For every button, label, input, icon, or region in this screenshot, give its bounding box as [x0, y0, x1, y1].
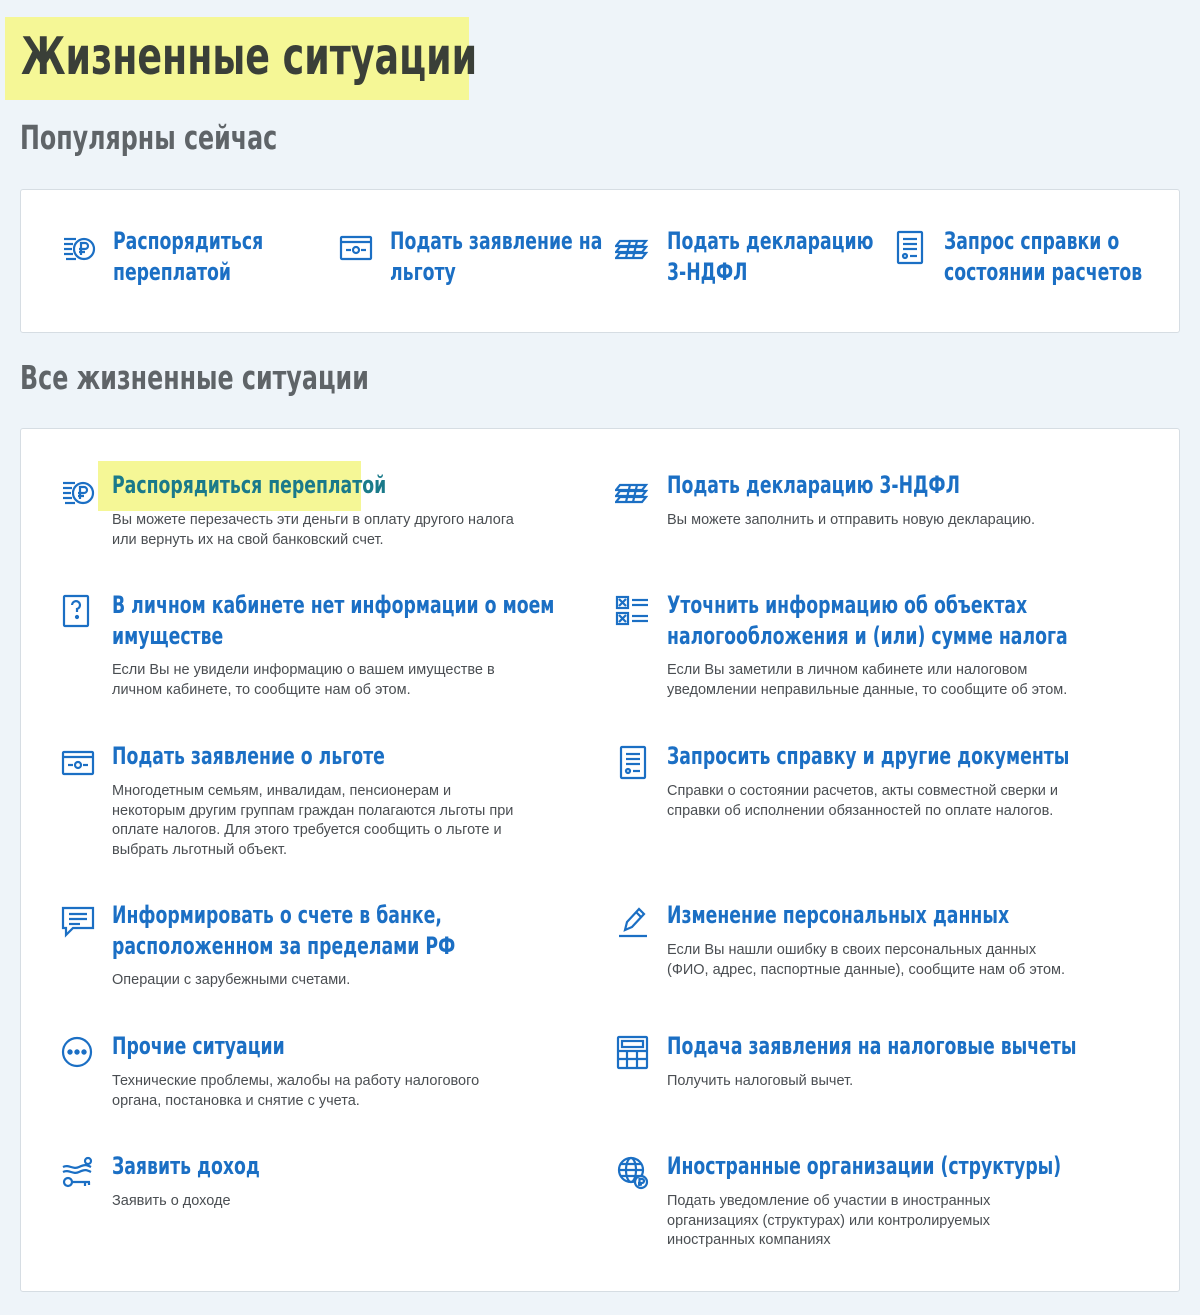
popular-item-label: Подать заявление на	[390, 227, 603, 255]
page-title: Жизненные ситуации	[21, 27, 478, 87]
popular-item-label: Подать декларацию	[667, 227, 874, 255]
situation-description: Справки о состоянии расчетов, акты совместной сверки и справки об исполнении обязанностей по оплате налогов.	[667, 783, 1059, 819]
situation-description: Получить налоговый вычет.	[667, 1073, 854, 1089]
situation-foreign-bank-account[interactable]	[60, 901, 560, 994]
situation-description: Вы можете заполнить и отправить новую декларацию.	[667, 512, 1036, 528]
situation-description: Подать уведомление об участии в иностранных организациях (структурах) или контролируемых иностранных компаниях	[667, 1193, 991, 1248]
benefit-card-icon	[338, 230, 374, 266]
situation-clarify-tax-objects[interactable]	[615, 591, 1135, 704]
situation-title: расположенном за пределами РФ	[112, 932, 456, 960]
situation-title: Подать декларацию 3-НДФЛ	[667, 471, 960, 499]
declaration-stack-icon	[615, 230, 651, 266]
popular-card	[20, 189, 1180, 333]
globe-ruble-icon	[615, 1155, 651, 1191]
situation-title: Распорядиться переплатой	[112, 471, 387, 499]
situation-title: Уточнить информацию об объектах	[667, 591, 1028, 619]
situation-tax-deductions[interactable]	[615, 1032, 1135, 1105]
popular-item-label: Запрос справки о	[944, 227, 1120, 255]
message-icon	[60, 904, 96, 940]
popular-item-label: переплатой	[113, 258, 232, 286]
popular-item-label: 3-НДФЛ	[667, 258, 748, 286]
situation-declaration[interactable]	[615, 471, 1135, 554]
popular-item-label: льготу	[390, 258, 456, 286]
situation-title: Информировать о счете в банке,	[112, 901, 442, 929]
situation-description: Если Вы не увидели информацию о вашем имуществе в личном кабинете, то сообщите нам об этом.	[112, 662, 495, 698]
document-list-icon	[615, 745, 651, 781]
situation-description: Если Вы нашли ошибку в своих персональных данных (ФИО, адрес, паспортные данные), сообщите нам об этом.	[667, 942, 1066, 978]
situation-overpayment[interactable]	[60, 471, 560, 554]
situation-title: имуществе	[112, 622, 224, 650]
declaration-stack-icon	[615, 474, 651, 510]
situation-benefit-application[interactable]	[60, 742, 560, 865]
document-list-icon	[892, 230, 928, 266]
situation-foreign-organizations[interactable]	[615, 1152, 1135, 1255]
situation-title: Подача заявления на налоговые вычеты	[667, 1032, 1077, 1060]
popular-item-label: Распорядиться	[113, 227, 264, 255]
calculator-icon	[615, 1035, 651, 1071]
situation-title: Запросить справку и другие документы	[667, 742, 1070, 770]
situation-title: Прочие ситуации	[112, 1032, 285, 1060]
overpayment-ruble-icon	[61, 230, 97, 266]
page-title-highlight	[5, 17, 478, 100]
income-key-icon	[60, 1155, 96, 1191]
situation-title: налогообложения и (или) сумме налога	[667, 622, 1068, 650]
situation-description: Операции с зарубежными счетами.	[112, 972, 351, 988]
more-dots-icon	[60, 1035, 96, 1071]
popular-item-label: состоянии расчетов	[944, 258, 1143, 286]
situation-other[interactable]	[60, 1032, 560, 1115]
benefit-card-icon	[60, 745, 96, 781]
situation-no-property-info[interactable]	[60, 591, 560, 704]
popular-section-title: Популярны сейчас	[20, 118, 278, 157]
situation-description: Технические проблемы, жалобы на работу налогового органа, постановка и снятие с учета.	[112, 1073, 480, 1109]
situation-title: Изменение персональных данных	[667, 901, 1010, 929]
situation-request-documents[interactable]	[615, 742, 1135, 835]
checklist-icon	[615, 594, 651, 630]
question-doc-icon	[60, 594, 96, 630]
situation-description: Заявить о доходе	[112, 1193, 231, 1209]
situation-title: В личном кабинете нет информации о моем	[112, 591, 555, 619]
situation-title: Заявить доход	[112, 1152, 260, 1180]
pencil-icon	[615, 904, 651, 940]
situation-title: Подать заявление о льготе	[112, 742, 385, 770]
situation-description: Многодетным семьям, инвалидам, пенсионерам и некоторым другим группам граждан полагаются льготы при оплате налогов. Для этого требуется сообщить о льготе и выбрать льготный объект.	[112, 783, 514, 858]
situation-title: Иностранные организации (структуры)	[667, 1152, 1062, 1180]
situation-description: Вы можете перезачесть эти деньги в оплату другого налога или вернуть их на свой банковский счет.	[112, 512, 514, 548]
overpayment-ruble-icon	[60, 474, 96, 510]
situation-declare-income[interactable]	[60, 1152, 560, 1225]
all-section-title: Все жизненные ситуации	[20, 358, 369, 397]
situation-description: Если Вы заметили в личном кабинете или налоговом уведомлении неправильные данные, то сообщите об этом.	[667, 662, 1068, 698]
situation-personal-data-change[interactable]	[615, 901, 1135, 984]
